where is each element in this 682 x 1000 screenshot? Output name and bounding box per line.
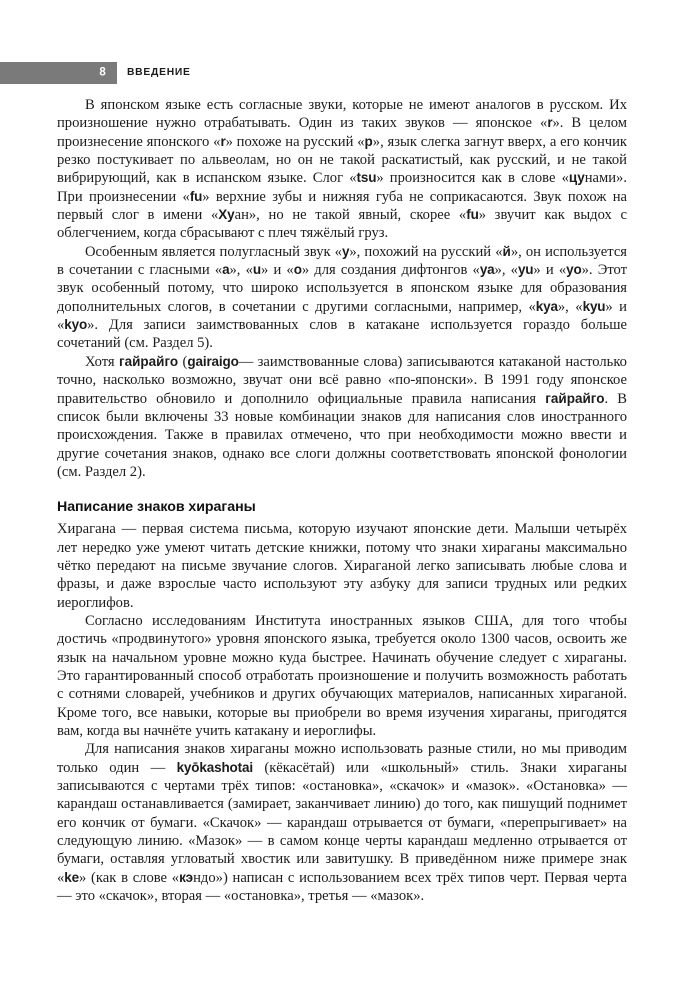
term-ke: ke xyxy=(64,869,80,885)
running-head-title: ВВЕДЕНИЕ xyxy=(127,66,191,78)
term-tsu-ru: цу xyxy=(568,170,585,186)
term-tsu: tsu xyxy=(356,170,377,186)
term-u: u xyxy=(252,262,261,278)
term-yu: yu xyxy=(517,262,534,278)
term-kyokashotai: kyōkashotai xyxy=(176,759,253,775)
paragraph-1: В японском языке есть согласные звуки, которые не имеют аналогов в русском. Их произношение нужно отрабатывать. Один из таких звуков — японское «r». В целом произнесение японского «r» похоже на русский «р», язык слегка загнут вверх, а его кончик резко постукивает по альвеолам, но он не такой раскатистый, как русский, и не такой вибрирующий, как в испанском языке. Слог «tsu» произносится как в слове «цунами». При произнесении «fu» верхние зубы и нижняя губа не соприкасаются. Звук похож на первый слог в имени «Хуан», но не такой явный, скорее «fu» звучит как выдох с облегчением, когда сбрасывают с плеч тяжёлый груз. xyxy=(57,97,628,242)
term-gairaigo-ru-2: гайрайго xyxy=(545,390,605,406)
term-gairaigo-ru: гайрайго xyxy=(118,353,179,369)
paragraph-6: Для написания знаков хираганы можно использовать разные стили, но мы приводим только один — kyōkashotai (кёкасётай) или «школьный» стиль. Знаки хираганы записываются с чертами трёх типов: «остановка», «скачок» и «мазок». «Остановка» — карандаш останавливается (замирает, заканчивает линию) до того, как пишущий поднимет его кончик от бумаги. «Скачок» — карандаш отрывается от бумаги, «перепрыгивает» на следующую линию. «Мазок» — в самом конце черты карандаш медленно отрывается от бумаги, оставляя угловатый хвостик или завитушку. В приведённом ниже примере знак «ke» (как в слове «кэндо») написан с использованием всех трёх типов черт. Первая черта — это «скачок», вторая — «остановка», третья — «мазок». xyxy=(57,741,627,905)
term-y-ru: й xyxy=(502,243,511,259)
paragraph-5: Согласно исследованиям Института иностранных языков США, для того чтобы достичь «продвинутого» уровня японского языка, требуется около 1300 часов, освоить же язык на начальном уровне можно куда быстрее. Начинать обучение следует с хираганы. Это гарантированный способ отработать произношение и получить возможность работать с сотнями словарей, учебников и других обучающих материалов, написанных хираганой. Кроме того, все навыки, которые вы приобрели во время изучения хираганы, пригодятся вам, когда вы начнёте учить катакану и иероглифы. xyxy=(57,612,627,739)
paragraph-4: Хирагана — первая система письма, которую изучают японские дети. Малыши четырёх лет нередко уже умеют читать детские книжки, потому что знаки хираганы максимально чётко передают на письме звучание слогов. Хираганой легко записывать любые слова и фразы, и даже взрослые часто используют эту азбуку для записи трудных или редких иероглифов. xyxy=(57,521,627,611)
term-kyu: kyu xyxy=(582,298,606,314)
running-head xyxy=(0,62,682,84)
paragraph-2: Особенным является полугласный звук «y», похожий на русский «й», он используется в сочетании с гласными «a», «u» и «o» для создания дифтонгов «ya», «yu» и «yo». Этот звук особенный потому, что широко используется в японском языке для образования дополнительных слогов, в сочетании с другими согласными, например, «kya», «kyu» и «kyo». Для записи заимствованных слов в катакане используется гораздо больше сочетаний (см. Раздел 5). xyxy=(57,243,628,352)
term-fu: fu xyxy=(189,188,203,204)
term-yo: yo xyxy=(566,262,582,278)
term-fu-2: fu xyxy=(466,207,479,223)
term-gairaigo-rom: gairaigo xyxy=(187,353,239,369)
term-kendo-ru: кэ xyxy=(179,869,194,885)
paragraph-3: Хотя гайрайго (gairaigo— заимствованные слова) записываются катаканой настолько точно, насколько возможно, звучат они всё равно «по-японски». В 1991 году японское правительство обновило и дополнило официальные правила написания гайрайго. В список были включены 33 новые комбинации знаков для написания слов иностранного происхождения. Также в правилах отмечено, что при необходимости можно ввести и другие сочетания знаков, однако все слоги должны соответствовать японской фонологии (см. Раздел 2). xyxy=(57,353,627,480)
text-column xyxy=(57,96,627,905)
term-huan-ru: Ху xyxy=(218,207,235,223)
page-number: 8 xyxy=(99,66,106,79)
term-o: o xyxy=(293,262,302,278)
term-r-2: r xyxy=(220,133,226,149)
term-r: r xyxy=(547,115,553,131)
term-ya: ya xyxy=(479,262,495,278)
term-r-ru: р xyxy=(364,133,373,149)
term-y: y xyxy=(341,243,350,259)
term-a: a xyxy=(222,262,230,278)
folio-bar xyxy=(0,62,117,84)
section-heading: Написание знаков хираганы xyxy=(57,499,256,516)
term-kyo: kyo xyxy=(64,317,88,333)
term-kya: kya xyxy=(535,298,558,314)
